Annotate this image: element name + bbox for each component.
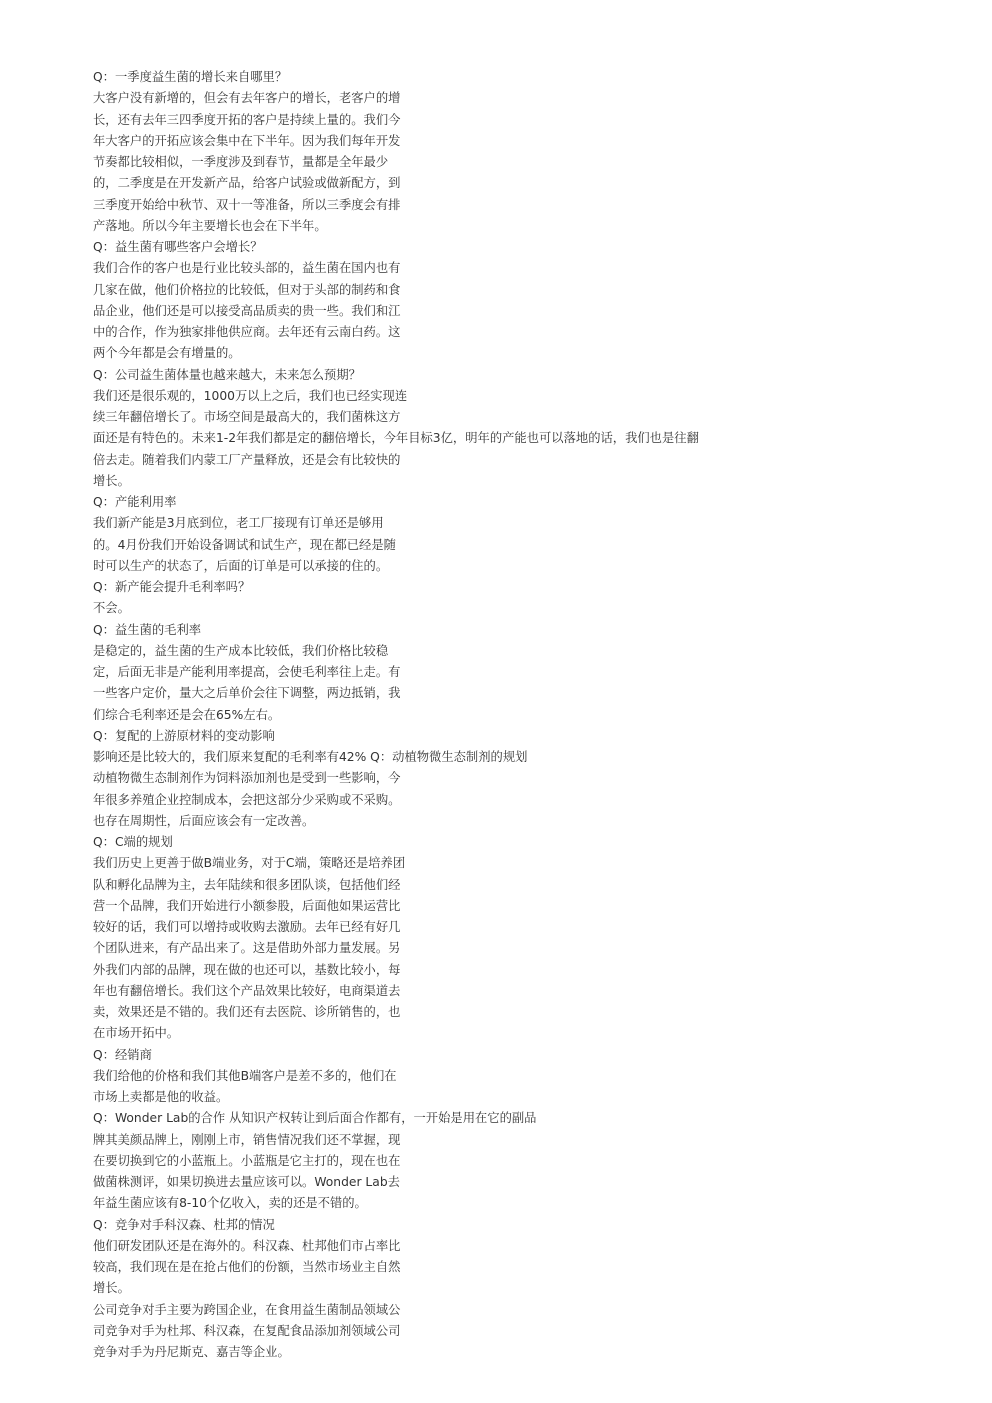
text-line: 节奏都比较相似，一季度涉及到春节，量都是全年最少 (93, 155, 389, 169)
text-line: Q：一季度益生菌的增长来自哪里？ (93, 70, 288, 84)
text-line: 中的合作，作为独家排他供应商。去年还有云南白药。这 (93, 325, 401, 339)
text-line: 们综合毛利率还是会在65%左右。 (93, 707, 281, 722)
text-line: 不会。 (93, 601, 130, 616)
text-line: 我们还是很乐观的，1000万以上之后，我们也已经实现连 (93, 388, 408, 403)
text-line: 三季度开始给中秋节、双十一等准备，所以三季度会有排 (93, 197, 401, 212)
text-line: 的，二季度是在开发新产品，给客户试验或做新配方，到 (93, 176, 401, 191)
text-line: 增长。 (93, 1281, 130, 1296)
text-line: 公司竞争对手主要为跨国企业，在食用益生菌制品领域公 (93, 1302, 401, 1317)
text-line: 做菌株测评，如果切换进去量应该可以。Wonder Lab去 (93, 1175, 400, 1189)
document-page (93, 67, 973, 1363)
text-line: 定，后面无非是产能利用率提高，会使毛利率往上走。有 (93, 665, 401, 679)
text-line: 我们给他的价格和我们其他B端客户是差不多的，他们在 (93, 1068, 397, 1083)
text-line: 年益生菌应该有8-10个亿收入，卖的还是不错的。 (93, 1196, 367, 1211)
text-line: 牌其美颜品牌上，刚刚上市，销售情况我们还不掌握，现 (93, 1132, 401, 1147)
text-line: 竞争对手为丹尼斯克、嘉吉等企业。 (93, 1345, 290, 1359)
text-line: 较高，我们现在是在抢占他们的份额，当然市场业主自然 (93, 1260, 401, 1274)
text-line: 是稳定的，益生菌的生产成本比较低，我们价格比较稳 (93, 643, 389, 658)
text-line: 时可以生产的状态了，后面的订单是可以承接的住的。 (93, 558, 389, 573)
text-line: 较好的话，我们可以增持或收购去激励。去年已经有好几 (93, 920, 401, 934)
text-line: 几家在做，他们价格拉的比较低，但对于头部的制药和食 (93, 282, 401, 297)
text-line: Q：竞争对手科汉森、杜邦的情况 (93, 1217, 275, 1232)
text-line: 产落地。所以今年主要增长也会在下半年。 (93, 218, 327, 233)
text-line: 他们研发团队还是在海外的。科汉森、杜邦他们市占率比 (93, 1238, 401, 1253)
text-line: 在市场开拓中。 (93, 1026, 180, 1041)
text-line: 年大客户的开拓应该会集中在下半年。因为我们每年开发 (93, 133, 401, 148)
text-line: 司竞争对手为杜邦、科汉森，在复配食品添加剂领域公司 (93, 1323, 401, 1338)
text-line: 我们历史上更善于做B端业务，对于C端，策略还是培养团 (93, 856, 406, 871)
text-line: Q：产能利用率 (93, 495, 177, 509)
text-line: 两个今年都是会有增量的。 (93, 346, 241, 361)
text-line: 个团队进来，有产品出来了。这是借助外部力量发展。另 (93, 941, 401, 956)
text-line: 我们新产能是3月底到位，老工厂接现有订单还是够用 (93, 516, 384, 531)
text-line: 长，还有去年三四季度开拓的客户是持续上量的。我们今 (93, 112, 401, 127)
text-line: 卖，效果还是不错的。我们还有去医院、诊所销售的，也 (93, 1005, 401, 1019)
text-line: 队和孵化品牌为主，去年陆续和很多团队谈，包括他们经 (93, 877, 401, 892)
text-line: 影响还是比较大的，我们原来复配的毛利率有42% Q：动植物微生态制剂的规划 (93, 750, 528, 764)
text-line: 动植物微生态制剂作为饲料添加剂也是受到一些影响，今 (93, 771, 401, 786)
text-line: Q：益生菌的毛利率 (93, 622, 202, 637)
text-line: 营一个品牌，我们开始进行小额参股，后面他如果运营比 (93, 898, 401, 913)
text-line: Q：新产能会提升毛利率吗？ (93, 580, 251, 594)
text-line: 续三年翻倍增长了。市场空间是最高大的，我们菌株这方 (93, 410, 401, 424)
text-line: 倍去走。随着我们内蒙工厂产量释放，还是会有比较快的 (93, 452, 401, 467)
text-line: Q：C端的规划 (93, 835, 173, 849)
text-line: Q：Wonder Lab的合作 从知识产权转让到后面合作都有，一开始是用在它的副品 (93, 1111, 537, 1126)
text-line: 大客户没有新增的，但会有去年客户的增长，老客户的增 (93, 91, 401, 106)
text-line: 面还是有特色的。未来1-2年我们都是定的翻倍增长，今年目标3亿，明年的产能也可以落地的话，我们也是往翻 (93, 431, 699, 446)
text-line: 年也有翻倍增长。我们这个产品效果比较好，电商渠道去 (93, 983, 401, 998)
text-line: 也存在周期性，后面应该会有一定改善。 (93, 813, 315, 828)
text-line: Q：复配的上游原材料的变动影响 (93, 728, 275, 743)
text-line: 品企业，他们还是可以接受高品质卖的贵一些。我们和江 (93, 303, 401, 318)
text-line: 增长。 (93, 473, 130, 488)
text-line: 外我们内部的品牌，现在做的也还可以，基数比较小，每 (93, 962, 401, 977)
text-line: Q：益生菌有哪些客户会增长？ (93, 240, 263, 254)
text-line: 在要切换到它的小蓝瓶上。小蓝瓶是它主打的，现在也在 (93, 1153, 401, 1168)
text-line: Q：公司益生菌体量也越来越大，未来怎么预期？ (93, 367, 361, 382)
text-line: 我们合作的客户也是行业比较头部的，益生菌在国内也有 (93, 261, 401, 276)
text-line: Q：经销商 (93, 1047, 152, 1062)
text-line: 年很多养殖企业控制成本，会把这部分少采购或不采购。 (93, 792, 401, 807)
text-line: 市场上卖都是他的收益。 (93, 1090, 229, 1104)
text-line: 一些客户定价，量大之后单价会往下调整，两边抵销，我 (93, 686, 401, 701)
text-line: 的。4月份我们开始设备调试和试生产，现在都已经是随 (93, 537, 396, 552)
